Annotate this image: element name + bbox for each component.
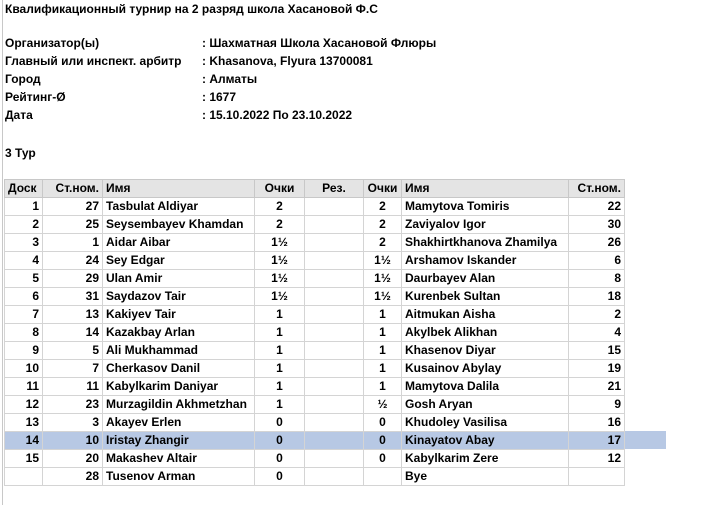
cell-white-name: Tasbulat Aldiyar: [103, 198, 255, 216]
cell-white-points: 2: [255, 198, 305, 216]
cell-white-name: Sey Edgar: [103, 252, 255, 270]
cell-board: 2: [5, 216, 43, 234]
cell-white-points: 0: [255, 450, 305, 468]
cell-black-start-no: 22: [569, 198, 625, 216]
col-header-start-no[interactable]: Ст.ном.: [569, 180, 625, 198]
cell-black-start-no: 6: [569, 252, 625, 270]
col-header-board[interactable]: Доск: [5, 180, 43, 198]
cell-result[interactable]: [305, 252, 364, 270]
cell-board: 15: [5, 450, 43, 468]
cell-white-start-no: 13: [43, 306, 103, 324]
cell-black-start-no: 21: [569, 378, 625, 396]
cell-board: 7: [5, 306, 43, 324]
cell-white-start-no: 28: [43, 468, 103, 486]
cell-white-points: 1½: [255, 288, 305, 306]
cell-white-start-no: 24: [43, 252, 103, 270]
cell-black-start-no: 2: [569, 306, 625, 324]
table-row[interactable]: [5, 234, 625, 252]
table-row[interactable]: [5, 450, 625, 468]
cell-result[interactable]: [305, 378, 364, 396]
table-row[interactable]: [5, 342, 625, 360]
cell-black-points: 1½: [364, 288, 402, 306]
round-label: 3 Тур: [5, 146, 36, 160]
cell-white-points: 1½: [255, 252, 305, 270]
table-row[interactable]: [5, 324, 625, 342]
cell-black-start-no: 4: [569, 324, 625, 342]
table-row[interactable]: [5, 432, 625, 450]
cell-black-start-no: 15: [569, 342, 625, 360]
cell-black-name: Zaviyalov Igor: [402, 216, 569, 234]
col-header-points[interactable]: Очки: [364, 180, 402, 198]
cell-black-points: 2: [364, 234, 402, 252]
cell-black-name: Shakhirtkhanova Zhamilya: [402, 234, 569, 252]
cell-board: 10: [5, 360, 43, 378]
table-row[interactable]: [5, 216, 625, 234]
cell-white-name: Saydazov Tair: [103, 288, 255, 306]
cell-result[interactable]: [305, 234, 364, 252]
cell-result[interactable]: [305, 342, 364, 360]
cell-board: 8: [5, 324, 43, 342]
cell-white-name: Kazakbay Arlan: [103, 324, 255, 342]
cell-white-points: 1: [255, 324, 305, 342]
cell-black-start-no: 9: [569, 396, 625, 414]
cell-white-points: 1: [255, 342, 305, 360]
cell-white-name: Akayev Erlen: [103, 414, 255, 432]
cell-black-start-no: [569, 468, 625, 486]
page-title: Квалификационный турнир на 2 разряд школа Хасановой Ф.С: [5, 2, 378, 16]
table-row[interactable]: [5, 468, 625, 486]
col-header-start-no[interactable]: Ст.ном.: [43, 180, 103, 198]
table-row[interactable]: [5, 360, 625, 378]
table-row[interactable]: [5, 198, 625, 216]
info-value: : Алматы: [202, 72, 258, 86]
cell-white-start-no: 5: [43, 342, 103, 360]
cell-black-name: Kabylkarim Zere: [402, 450, 569, 468]
cell-white-name: Tusenov Arman: [103, 468, 255, 486]
cell-result[interactable]: [305, 306, 364, 324]
info-label: Дата: [5, 108, 33, 122]
cell-black-points: 2: [364, 216, 402, 234]
cell-white-points: 1: [255, 378, 305, 396]
table-row[interactable]: [5, 252, 625, 270]
cell-black-name: Mamytova Tomiris: [402, 198, 569, 216]
cell-white-name: Iristay Zhangir: [103, 432, 255, 450]
cell-black-points: ½: [364, 396, 402, 414]
cell-result[interactable]: [305, 270, 364, 288]
cell-board: [5, 468, 43, 486]
table-row[interactable]: [5, 414, 625, 432]
cell-black-points: [364, 468, 402, 486]
info-value: : Khasanova, Flyura 13700081: [202, 54, 373, 68]
cell-white-name: Aidar Aibar: [103, 234, 255, 252]
cell-black-name: Akylbek Alikhan: [402, 324, 569, 342]
cell-black-start-no: 30: [569, 216, 625, 234]
cell-white-name: Kabylkarim Daniyar: [103, 378, 255, 396]
cell-black-name: Kurenbek Sultan: [402, 288, 569, 306]
cell-black-name: Bye: [402, 468, 569, 486]
cell-black-name: Khudoley Vasilisa: [402, 414, 569, 432]
cell-board: 13: [5, 414, 43, 432]
info-label: Главный или инспект. арбитр: [5, 54, 182, 68]
cell-black-name: Khasenov Diyar: [402, 342, 569, 360]
cell-black-points: 0: [364, 450, 402, 468]
cell-white-name: Seysembayev Khamdan: [103, 216, 255, 234]
cell-result[interactable]: [305, 396, 364, 414]
cell-board: 1: [5, 198, 43, 216]
cell-white-name: Ulan Amir: [103, 270, 255, 288]
cell-black-points: 1: [364, 306, 402, 324]
info-label: Рейтинг-Ø: [5, 90, 66, 104]
cell-white-name: Makashev Altair: [103, 450, 255, 468]
cell-black-start-no: 18: [569, 288, 625, 306]
info-value: : 1677: [202, 90, 237, 104]
cell-white-start-no: 10: [43, 432, 103, 450]
cell-result[interactable]: [305, 324, 364, 342]
cell-white-points: 1: [255, 306, 305, 324]
table-row[interactable]: [5, 306, 625, 324]
pairings-table: [4, 179, 625, 486]
cell-white-start-no: 11: [43, 378, 103, 396]
info-value: : Шахматная Школа Хасановой Флюры: [202, 36, 437, 50]
cell-white-name: Murzagildin Akhmetzhan: [103, 396, 255, 414]
cell-white-start-no: 1: [43, 234, 103, 252]
cell-white-points: 0: [255, 468, 305, 486]
cell-black-points: 0: [364, 414, 402, 432]
cell-white-points: 1½: [255, 234, 305, 252]
cell-black-points: 1: [364, 324, 402, 342]
cell-board: 6: [5, 288, 43, 306]
cell-board: 11: [5, 378, 43, 396]
cell-white-name: Cherkasov Danil: [103, 360, 255, 378]
cell-black-name: Daurbayev Alan: [402, 270, 569, 288]
cell-white-points: 1: [255, 360, 305, 378]
cell-board: 3: [5, 234, 43, 252]
cell-black-name: Aitmukan Aisha: [402, 306, 569, 324]
cell-white-start-no: 23: [43, 396, 103, 414]
cell-result[interactable]: [305, 288, 364, 306]
cell-white-start-no: 7: [43, 360, 103, 378]
cell-black-points: 1: [364, 342, 402, 360]
cell-white-points: 1½: [255, 270, 305, 288]
col-header-points[interactable]: Очки: [255, 180, 305, 198]
cell-white-points: 0: [255, 414, 305, 432]
table-header-row: [5, 180, 625, 198]
table-row[interactable]: [5, 396, 625, 414]
cell-black-name: Kinayatov Abay: [402, 432, 569, 450]
cell-result[interactable]: [305, 468, 364, 486]
cell-black-points: 1½: [364, 252, 402, 270]
cell-black-points: 1: [364, 378, 402, 396]
cell-black-start-no: 12: [569, 450, 625, 468]
cell-result[interactable]: [305, 432, 364, 450]
info-label: Город: [5, 72, 41, 86]
cell-white-name: Kakiyev Tair: [103, 306, 255, 324]
cell-black-start-no: 8: [569, 270, 625, 288]
cell-board: 9: [5, 342, 43, 360]
col-header-name[interactable]: Имя: [103, 180, 255, 198]
cell-black-points: 1: [364, 360, 402, 378]
cell-black-start-no: 19: [569, 360, 625, 378]
cell-white-points: 0: [255, 432, 305, 450]
cell-black-points: 2: [364, 198, 402, 216]
table-row[interactable]: [5, 378, 625, 396]
info-label: Организатор(ы): [5, 36, 100, 50]
cell-black-name: Kusainov Abylay: [402, 360, 569, 378]
cell-result[interactable]: [305, 450, 364, 468]
cell-black-start-no: 16: [569, 414, 625, 432]
cell-white-start-no: 29: [43, 270, 103, 288]
cell-white-name: Ali Mukhammad: [103, 342, 255, 360]
cell-black-name: Mamytova Dalila: [402, 378, 569, 396]
cell-black-start-no: 17: [569, 432, 625, 450]
cell-black-start-no: 26: [569, 234, 625, 252]
info-value: : 15.10.2022 По 23.10.2022: [202, 108, 353, 122]
cell-result[interactable]: [305, 216, 364, 234]
cell-white-points: 2: [255, 216, 305, 234]
cell-result[interactable]: [305, 360, 364, 378]
col-header-name[interactable]: Имя: [402, 180, 569, 198]
cell-white-start-no: 20: [43, 450, 103, 468]
pairings-body: [5, 198, 625, 486]
cell-white-start-no: 14: [43, 324, 103, 342]
cell-white-points: 1: [255, 396, 305, 414]
table-row[interactable]: [5, 270, 625, 288]
cell-white-start-no: 25: [43, 216, 103, 234]
cell-result[interactable]: [305, 414, 364, 432]
cell-board: 14: [5, 432, 43, 450]
col-header-result[interactable]: Рез.: [305, 180, 364, 198]
cell-board: 4: [5, 252, 43, 270]
cell-black-points: 0: [364, 432, 402, 450]
cell-board: 12: [5, 396, 43, 414]
cell-white-start-no: 31: [43, 288, 103, 306]
cell-board: 5: [5, 270, 43, 288]
cell-white-start-no: 27: [43, 198, 103, 216]
cell-result[interactable]: [305, 198, 364, 216]
page-left-border: [2, 0, 3, 505]
cell-black-name: Gosh Aryan: [402, 396, 569, 414]
cell-white-start-no: 3: [43, 414, 103, 432]
cell-black-points: 1½: [364, 270, 402, 288]
table-row[interactable]: [5, 288, 625, 306]
cell-black-name: Arshamov Iskander: [402, 252, 569, 270]
